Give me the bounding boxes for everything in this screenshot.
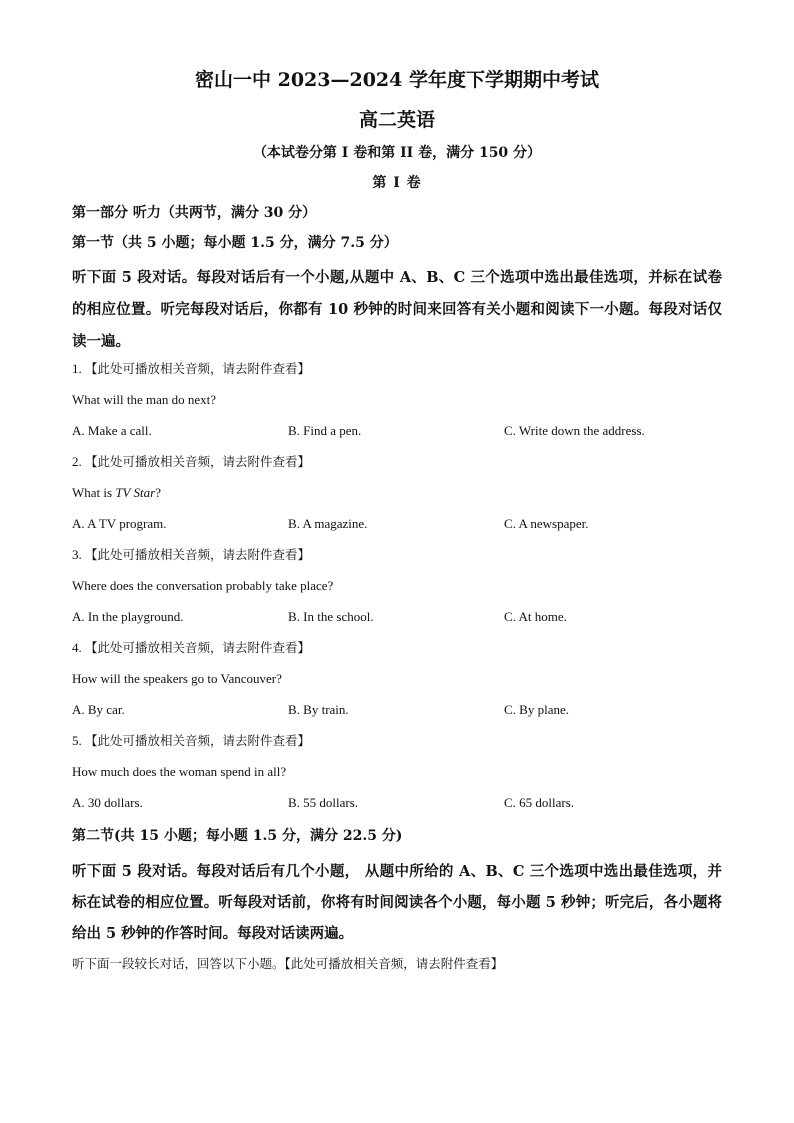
- question-5: [72, 730, 722, 823]
- answer-options: [72, 699, 722, 730]
- question-2: [72, 451, 722, 544]
- stem-italic-title: TV Star: [115, 485, 156, 500]
- question-header: [72, 637, 722, 668]
- option-a[interactable]: A. In the playground.: [72, 609, 184, 624]
- question-header: [72, 730, 722, 761]
- audio-placeholder[interactable]: 【此处可播放相关音频，请去附件查看】: [85, 361, 311, 376]
- question-stem: How will the speakers go to Vancouver?: [72, 671, 282, 686]
- audio-placeholder[interactable]: 【此处可播放相关音频，请去附件查看】: [85, 733, 311, 748]
- question-number: 3.: [72, 547, 82, 562]
- answer-options: [72, 792, 722, 823]
- option-c[interactable]: C. At home.: [504, 609, 567, 624]
- option-c[interactable]: C. 65 dollars.: [504, 795, 575, 810]
- section1-heading: 第一节（共 5 小题；每小题 1.5 分，满分 7.5 分）: [72, 235, 398, 251]
- stem-suffix: ?: [155, 485, 161, 500]
- question-stem: How much does the woman spend in all?: [72, 764, 287, 779]
- option-b[interactable]: B. In the school.: [288, 609, 374, 624]
- question-number: 4.: [72, 640, 82, 655]
- section1-instructions: 听下面 5 段对话。每段对话后有一个小题,从题中 A、B、C 三个选项中选出最佳选项，并标在试卷的相应位置。听完每段对话后，你都有 10 秒钟的时间来回答有关小题和阅读下一小题。每段对话仅读一遍。: [72, 269, 722, 350]
- question-stem: Where does the conversation probably take place?: [72, 578, 334, 593]
- option-b[interactable]: B. By train.: [288, 702, 349, 717]
- section2-instructions: 听下面 5 段对话。每段对话后有几个小题， 从题中所给的 A、B、C 三个选项中选出最佳选项，并标在试卷的相应位置。听每段对话前，你将有时间阅读各个小题，每小题 5 秒钟；听完后，各小题将给出 5 秒钟的作答时间。每段对话读两遍。: [72, 863, 722, 942]
- option-a[interactable]: A. A TV program.: [72, 516, 167, 531]
- question-stem: What will the man do next?: [72, 392, 217, 407]
- option-a[interactable]: A. 30 dollars.: [72, 795, 143, 810]
- question-header: [72, 451, 722, 482]
- option-c[interactable]: C. Write down the address.: [504, 423, 645, 438]
- exam-title: 密山一中 2023—2024 学年度下学期期中考试: [195, 69, 599, 91]
- section2-lead: 听下面一段较长对话，回答以下小题。【此处可播放相关音频，请去附件查看】: [72, 956, 504, 971]
- answer-options: [72, 606, 722, 637]
- question-3: [72, 544, 722, 637]
- exam-subject: 高二英语: [358, 109, 435, 131]
- audio-placeholder[interactable]: 【此处可播放相关音频，请去附件查看】: [85, 640, 311, 655]
- section2-heading: 第二节(共 15 小题；每小题 1.5 分，满分 22.5 分): [72, 828, 403, 844]
- exam-page: [72, 60, 722, 975]
- option-c[interactable]: C. A newspaper.: [504, 516, 589, 531]
- question-number: 2.: [72, 454, 82, 469]
- question-header: [72, 544, 722, 575]
- question-number: 1.: [72, 361, 82, 376]
- audio-placeholder[interactable]: 【此处可播放相关音频，请去附件查看】: [85, 547, 311, 562]
- option-b[interactable]: B. 55 dollars.: [288, 795, 359, 810]
- audio-placeholder[interactable]: 【此处可播放相关音频，请去附件查看】: [85, 454, 311, 469]
- stem-prefix: What is: [72, 485, 116, 500]
- option-a[interactable]: A. Make a call.: [72, 423, 152, 438]
- answer-options: [72, 513, 722, 544]
- question-header: [72, 358, 722, 389]
- option-c[interactable]: C. By plane.: [504, 702, 569, 717]
- option-a[interactable]: A. By car.: [72, 702, 125, 717]
- exam-note: （本试卷分第 I 卷和第 II 卷，满分 150 分）: [252, 145, 542, 161]
- question-number: 5.: [72, 733, 82, 748]
- question-stem: [72, 482, 722, 513]
- question-4: [72, 637, 722, 730]
- option-b[interactable]: B. A magazine.: [288, 516, 368, 531]
- question-1: [72, 358, 722, 451]
- answer-options: [72, 420, 722, 451]
- option-b[interactable]: B. Find a pen.: [288, 423, 362, 438]
- volume-label: 第 I 卷: [372, 175, 422, 191]
- part1-heading: 第一部分 听力（共两节，满分 30 分）: [72, 205, 317, 221]
